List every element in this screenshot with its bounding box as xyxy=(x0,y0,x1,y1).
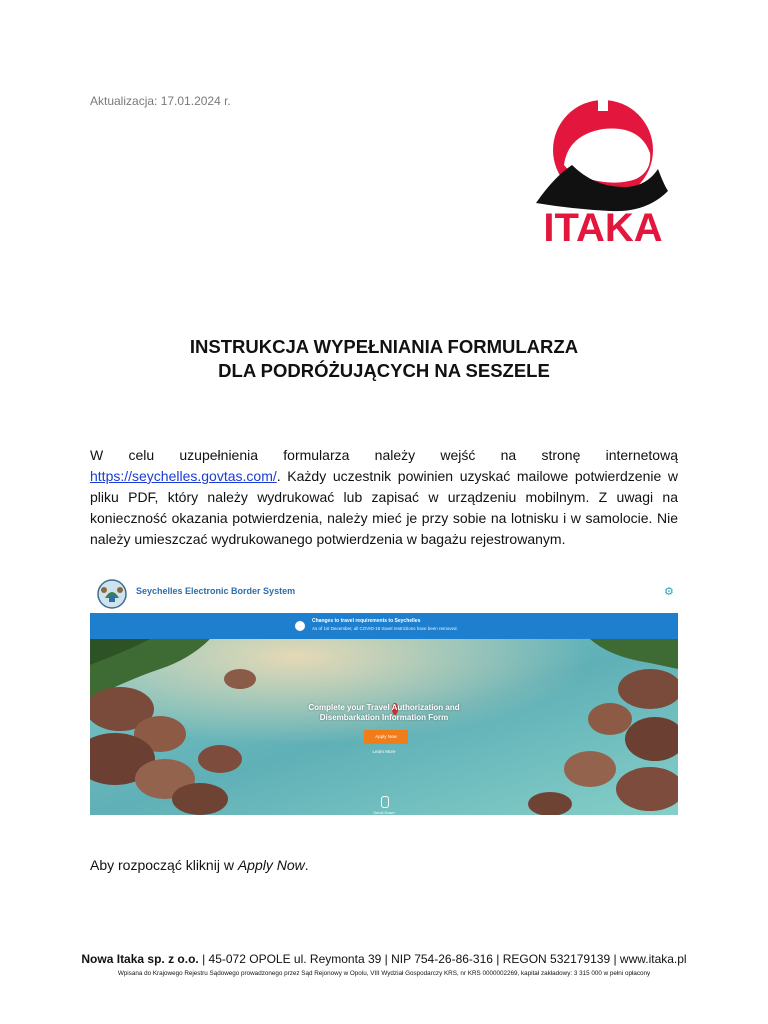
instruction-emphasis: Apply Now xyxy=(237,857,305,873)
logo-wordmark: ITAKA xyxy=(543,206,663,247)
seychelles-website-screenshot xyxy=(90,575,678,815)
hero-title-line-2: Disembarkation Information Form xyxy=(319,713,449,722)
title-line-1: INSTRUKCJA WYPEŁNIANIA FORMULARZA xyxy=(189,336,579,357)
seychelles-link[interactable]: https://seychelles.govtas.com/ xyxy=(90,468,277,484)
logo-top-mark xyxy=(598,99,608,111)
footer-company-line xyxy=(0,952,768,966)
hero-background xyxy=(90,639,678,815)
document-title xyxy=(0,335,768,383)
instruction-suffix: . xyxy=(304,857,309,873)
megaphone-icon xyxy=(295,621,305,631)
instruction-prefix: Aby rozpocząć kliknij w xyxy=(90,857,238,873)
title-line-2: DLA PODRÓŻUJĄCYCH NA SESZELE xyxy=(218,360,550,381)
update-date: Aktualizacja: 17.01.2024 r. xyxy=(90,94,231,108)
hero-title xyxy=(90,703,678,723)
learn-more-link[interactable]: Learn More xyxy=(372,749,396,754)
footer-details: | 45-072 OPOLE ul. Reymonta 39 | NIP 754-26-86-316 | REGON 532179139 | www.itaka.pl xyxy=(198,952,687,966)
footer-company: Nowa Itaka sp. z o.o. xyxy=(81,952,199,966)
itaka-logo xyxy=(528,95,678,247)
body-paragraph xyxy=(90,445,678,550)
hero-section xyxy=(90,639,678,815)
body-rest: . Każdy uczestnik powinien uzyskać mailowe potwierdzenie w pliku PDF, który należy wydrukować lub zapisać w urządzeniu mobilnym. Z uwagi na konieczność okazania potwierdzenia, należy mieć je przy sobie na lotnisku i w samolocie. Nie należy umieszczać wydrukowanego potwierdzenia w bagażu rejestrowanym. xyxy=(90,468,678,547)
body-intro: W celu uzupełnienia formularza należy wejść na stronę internetową xyxy=(90,447,678,463)
gear-icon[interactable]: ⚙ xyxy=(664,586,674,598)
instruction-text xyxy=(90,857,309,873)
site-brand: Seychelles Electronic Border System xyxy=(136,586,296,596)
scroll-down-label: Scroll Down xyxy=(373,810,395,815)
footer-registry-line: Wpisana do Krajowego Rejestru Sądowego prowadzonego przez Sąd Rejonowy w Opolu, VIII Wydział Gospodarczy KRS, nr KRS 0000002269, kapitał zakładowy: 3 315 000 w pełni opłacony xyxy=(117,970,651,977)
info-banner xyxy=(90,613,678,639)
seychelles-emblem-icon xyxy=(96,578,128,610)
banner-subtitle: As of 1st December, all COVID-19 travel restrictions have been removed. xyxy=(312,626,458,631)
screenshot-header xyxy=(90,575,678,613)
banner-title: Changes to travel requirements to Seychelles xyxy=(312,618,421,624)
hero-title-line-1: Complete your Travel Authorization and xyxy=(308,703,460,712)
mouse-scroll-icon xyxy=(381,796,389,808)
apply-now-button[interactable]: Apply Now xyxy=(364,730,408,744)
